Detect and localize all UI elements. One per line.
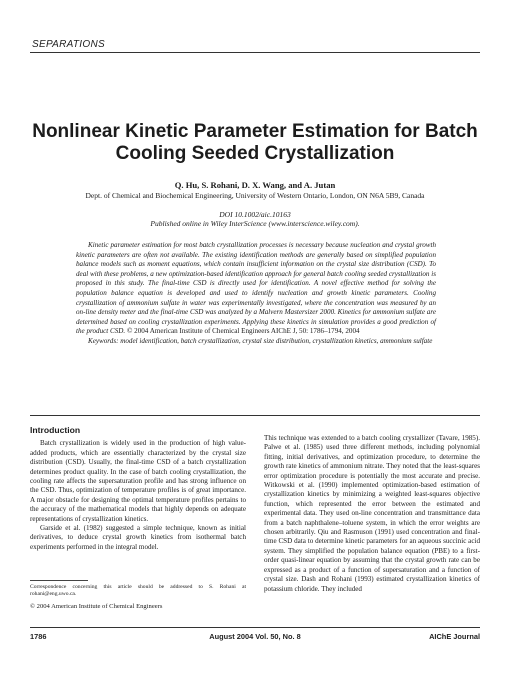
intro-paragraph-2: Garside et al. (1982) suggested a simple technique, known as initial derivatives, to deduce crystal growth kinetics from isothermal batch experiments performed in the integral model. xyxy=(30,524,246,551)
footnote-rule xyxy=(30,580,88,581)
right-column xyxy=(264,434,480,594)
publication-note: Published online in Wiley InterScience (www.interscience.wiley.com). xyxy=(150,219,360,228)
journal-name: AIChE Journal xyxy=(429,632,480,641)
footer-rule xyxy=(30,627,480,628)
intro-paragraph-1: Batch crystallization is widely used in the production of high value-added products, which are essentially characterized by the crystal size distribution (CSD). Usually, the final-time CSD of a batch crystallization determines product quality. In the case of batch cooling crystallization, the cooling rate affects the supersaturation profile and has strong influence on the CSD. Thus, optimization of temperature profiles is of great importance. A major obstacle for designing the optimal temperature profiles pertains to the accuracy of the mathematical models that highly depends on adequate representations of crystallization kinetics. xyxy=(30,439,246,523)
left-column xyxy=(30,426,246,552)
doi-line[interactable]: DOI 10.1002/aic.10163 xyxy=(219,210,291,219)
right-column-paragraph: This technique was extended to a batch cooling crystallizer (Tavare, 1985). Palwe et al. (1985) used three different methods, including polynomial fitting, initial derivatives, and optimization procedure, to determine the growth rate kinetics of ammonium nitrate. They noted that the least-squares error optimization procedure is potentially the most accurate and precise. Witkowski et al. (1990) implemented optimization-based estimation of crystallization kinetics by minimizing a weighted least-squares objective function, which represented the error between the estimated and experimental data. They used on-line concentration and transmittance data from a batch naphthalene–toluene system, in which the error weights are chosen arbitrarily. Qiu and Rasmuson (1991) used concentration and final-time CSD data to determine kinetic parameters for an aqueous succinic acid system. They simplified the population balance equation (PBE) to a first-order quasi-linear equation by assuming that the crystal growth rate can be expressed as a product of a function of supersaturation and a function of crystal size. Dash and Rohani (1993) estimated crystallization kinetics of potassium chloride. They included xyxy=(264,434,480,593)
article-title xyxy=(30,121,480,165)
page-number: 1786 xyxy=(30,632,47,641)
title-line-1: Nonlinear Kinetic Parameter Estimation for Batch xyxy=(32,121,478,142)
abstract-body: Kinetic parameter estimation for most batch crystallization processes is necessary because nucleation and crystal growth kinetic parameters are often not available. The existing identification methods are generally based on simplified population balance models such as moment equations, which contain insufficient information on the crystal size distribution (CSD). To deal with these problems, a new optimization-based identification approach for general batch cooling seeded crystallization is proposed in this study. The final-time CSD is directly used for identification. A novel effective method for solving the population balance equation is developed and used to identify nucleation and growth kinetic parameters. Cooling crystallization of ammonium sulfate in water was experimentally investigated, where the concentration was measured by an on-line density meter and the final-time CSD was analyzed by a Malvern Mastersizer 2000. Kinetics for ammonium sulfate are determined based on cooling crystallization experiments. Applying these kinetics in simulation provides a good prediction of the product CSD. xyxy=(76,241,436,336)
author-list: Q. Hu, S. Rohani, D. X. Wang, and A. Jutan xyxy=(174,180,336,190)
issue-info: August 2004 Vol. 50, No. 8 xyxy=(209,632,301,641)
abstract-citation: © 2004 American Institute of Chemical Engineers AIChE J, 50: 1786–1794, 2004 xyxy=(126,327,360,336)
header-rule xyxy=(30,52,480,53)
correspondence-footnote: Correspondence concerning this article should be addressed to S. Rohani at rohani@eng.uwo.ca. xyxy=(30,584,246,598)
section-heading-introduction: Introduction xyxy=(30,425,81,435)
abstract-text xyxy=(76,241,436,337)
abstract-rule xyxy=(30,415,480,416)
section-label: SEPARATIONS xyxy=(32,39,105,50)
affiliation: Dept. of Chemical and Biochemical Engineering, University of Western Ontario, London, ON N6A 5B9, Canada xyxy=(85,191,425,200)
title-line-2: Cooling Seeded Crystallization xyxy=(115,143,395,164)
abstract xyxy=(76,241,436,347)
keywords: Keywords: model identification, batch crystallization, crystal size distribution, crystallization kinetics, ammonium sulfate xyxy=(88,336,433,345)
copyright-note: © 2004 American Institute of Chemical Engineers xyxy=(30,603,163,610)
